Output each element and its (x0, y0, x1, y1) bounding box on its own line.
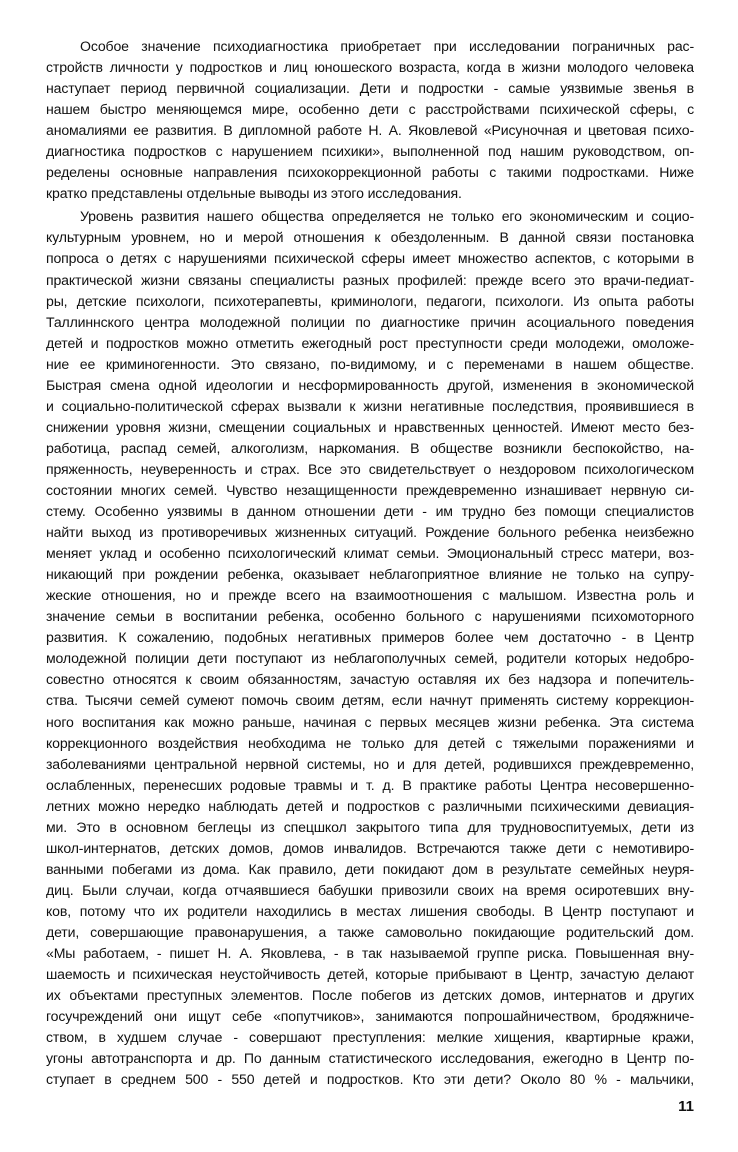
text-line: стему. Особенно уязвимы в данном отношении дети - им трудно без помощи специалистов (46, 503, 694, 520)
text-line: стройств личности у подростков и лиц юношеского возраста, когда в жизни молодого человека (46, 59, 694, 76)
text-line: диагностика подростков с нарушением психики», выполненной под нашим руководством, оп- (46, 143, 694, 160)
text-line: наступает период первичной социализации. Дети и подростки - самые уязвимые звенья в (46, 80, 694, 97)
paragraph-1 (46, 36, 694, 204)
text-line: ми. Это в основном беглецы из спецшкол закрытого типа для трудновоспитуемых, дети из (46, 818, 694, 835)
text-line: жеские отношения, но и прежде всего на взаимоотношения с малышом. Известна роль и (46, 587, 694, 604)
text-line: ослабленных, перенесших родовые травмы и т. д. В практике работы Центра несовершенно- (46, 776, 694, 793)
text-line: Уровень развития нашего общества определяется не только его экономическим и социо- (80, 208, 694, 225)
text-line: попроса о детях с нарушениями психической сферы имеет множество аспектов, с которыми в (46, 250, 694, 267)
text-line: молодежной полиции дети поступают из неблагополучных семей, родители которых недобро- (46, 650, 694, 667)
text-line: заболеваниями центральной нервной системы, но и для детей, родившихся преждевременно, (46, 755, 694, 772)
text-line: детей и подростков можно отметить ежегодный рост преступности среди молодежи, омоложе- (46, 334, 694, 351)
text-line: найти выход из противоречивых жизненных ситуаций. Рождение больного ребенка неизбежно (46, 524, 694, 541)
text-line: снижении уровня жизни, смещении социальных и нравственных ценностей. Имеют место без- (46, 418, 694, 435)
text-line: нашем быстро меняющемся мире, особенно дети с расстройствами психической сферы, с (46, 101, 694, 118)
text-line: пряженность, неуверенность и страх. Все это свидетельствует о нездоровом психологическом (46, 460, 694, 477)
text-line: дети, совершающие правонарушения, а также самовольно покидающие родительский дом. (46, 923, 694, 940)
text-line: шаемость и психическая неустойчивость детей, которые прибывают в Центр, зачастую делают (46, 966, 694, 983)
text-line: состоянии многих семей. Чувство незащищенности преждевременно изнашивает нервную си- (46, 481, 694, 498)
text-line: никающий при рождении ребенка, оказывает неблагоприятное влияние не только на супру- (46, 566, 694, 583)
text-line: «Мы работаем, - пишет Н. А. Яковлева, - в так называемой группе риска. Повышенная вну- (46, 945, 694, 962)
text-line: и социально-политической сферах вызвали к жизни негативные последствия, проявившиеся в (46, 397, 694, 414)
text-line: ством, в худшем случае - совершают преступления: мелкие хищения, квартирные кражи, (46, 1029, 694, 1046)
text-line: госучреждений они ищут себе «попутчиков», занимаются попрошайничеством, бродяжниче- (46, 1008, 694, 1025)
text-line: диц. Были случаи, когда отчаявшиеся бабушки привозили своих на время осиротевших вну- (46, 881, 694, 898)
text-line: ванными побегами из дома. Как правило, дети покидают дом в результате семейных неуря- (46, 860, 694, 877)
paragraph-2 (46, 206, 694, 1090)
text-line: Быстрая смена одной идеологии и несформированность другой, изменения в экономической (46, 376, 694, 393)
text-line: ного воспитания как можно раньше, начиная с первых месяцев жизни ребенка. Эта система (46, 713, 694, 730)
text-line: летних можно нередко наблюдать детей и подростков с различными психическими девиация- (46, 797, 694, 814)
text-line: ства. Тысячи семей сумеют помочь своим детям, если начнут применять систему коррекцион- (46, 692, 694, 709)
text-line: практической жизни связаны специалисты разных профилей: прежде всего это врачи-педиат- (46, 271, 694, 288)
text-line: Особое значение психодиагностика приобретает при исследовании пограничных рас- (80, 38, 694, 54)
text-line: культурным уровнем, но и мерой отношения к обездоленным. В данной связи постановка (46, 229, 694, 246)
text-line: ры, детские психологи, психотерапевты, криминологи, педагоги, психологи. Из опыта работы (46, 292, 694, 309)
text-line: развития. К сожалению, подобных негативных примеров более чем достаточно - в Центр (46, 629, 694, 646)
text-line: ступает в среднем 500 - 550 детей и подростков. Кто эти дети? Около 80 % - мальчики, (46, 1071, 694, 1088)
text-line: совестно относятся к своим обязанностям, зачастую оставляя их без надзора и попечитель- (46, 671, 694, 688)
text-line: коррекционного воздействия необходима не только для детей с тяжелыми поражениями и (46, 734, 694, 751)
main-text (46, 36, 694, 1090)
page-number: 11 (678, 1098, 694, 1115)
text-line: угоны автотранспорта и др. По данным статистического исследования, ежегодно в Центр по- (46, 1050, 694, 1067)
text-line: школ-интернатов, детских домов, домов инвалидов. Встречаются также дети с немотивиро- (46, 839, 694, 856)
text-line: кратко представлены отдельные выводы из этого исследования. (46, 185, 462, 202)
text-line: ние ее криминогенности. Это связано, по-видимому, и с переменами в нашем обществе. (46, 355, 694, 372)
text-line: ков, потому что их родители находились в местах лишения свободы. В Центр поступают и (46, 902, 694, 919)
text-line: ределены основные направления психокоррекционной работы с такими подростками. Ниже (46, 164, 694, 181)
text-line: значение семьи в воспитании ребенка, особенно больного с нарушениями психомоторного (46, 608, 694, 625)
text-line: аномалиями ее развития. В дипломной работе Н. А. Яковлевой «Рисуночная и цветовая психо- (46, 122, 694, 139)
text-line: их объектами преступных элементов. После побегов из детских домов, интернатов и других (46, 987, 694, 1004)
text-line: меняет уклад и особенно психологический климат семьи. Эмоциональный стресс матери, воз- (46, 545, 694, 562)
text-line: Таллиннского центра молодежной полиции по диагностике причин асоциального поведения (46, 313, 694, 330)
text-line: работица, распад семей, алкоголизм, наркомания. В обществе возникли беспокойство, на- (46, 439, 694, 456)
